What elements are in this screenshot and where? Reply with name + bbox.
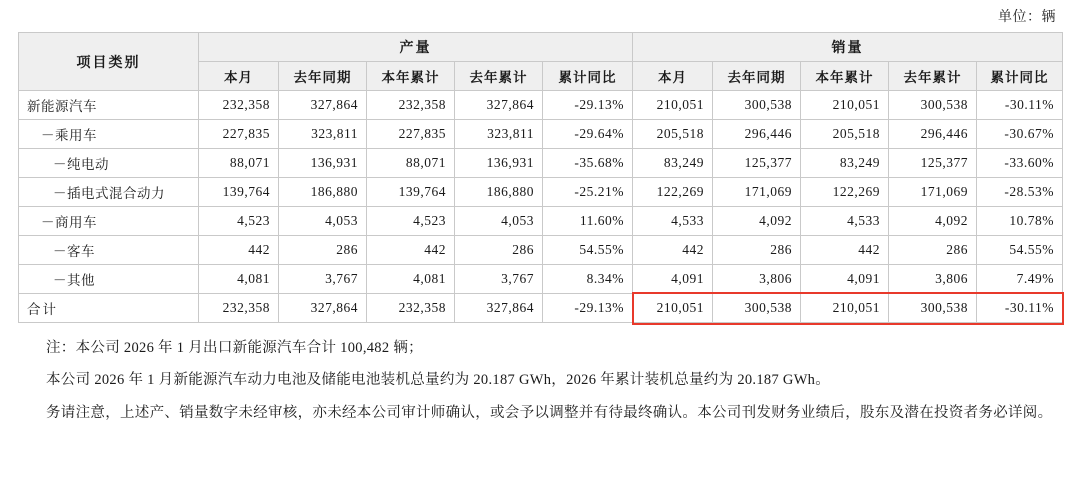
cell-total-production-1: 327,864 — [279, 294, 367, 323]
cell-sales-1-2: 205,518 — [801, 120, 889, 149]
row-label: 新能源汽车 — [19, 91, 199, 120]
col-production-yoy: 累计同比 — [543, 62, 633, 91]
row-label: －乘用车 — [19, 120, 199, 149]
cell-sales-1-0: 205,518 — [633, 120, 713, 149]
footnotes — [18, 337, 1062, 424]
cell-sales-5-1: 286 — [713, 236, 801, 265]
cell-production-0-1: 327,864 — [279, 91, 367, 120]
cell-production-1-4: -29.64% — [543, 120, 633, 149]
cell-production-6-4: 8.34% — [543, 265, 633, 294]
cell-sales-3-1: 171,069 — [713, 178, 801, 207]
footnote-export: 注：本公司 2026 年 1 月出口新能源汽车合计 100,482 辆； — [46, 340, 423, 356]
table-row — [19, 120, 1063, 149]
footnote-disclaimer: 务请注意，上述产、销量数字未经审核，亦未经本公司审计师确认，或会予以调整并有待最终确认。本公司刊发财务业绩后，股东及潜在投资者务必详阅。 — [46, 404, 1053, 421]
production-sales-table — [18, 32, 1063, 323]
cell-sales-1-1: 296,446 — [713, 120, 801, 149]
table-row — [19, 236, 1063, 265]
cell-production-3-1: 186,880 — [279, 178, 367, 207]
cell-sales-2-0: 83,249 — [633, 149, 713, 178]
cell-sales-6-4: 7.49% — [977, 265, 1063, 294]
table-row — [19, 178, 1063, 207]
cell-sales-5-4: 54.55% — [977, 236, 1063, 265]
row-label: －其他 — [19, 265, 199, 294]
cell-sales-6-1: 3,806 — [713, 265, 801, 294]
cell-production-1-3: 323,811 — [455, 120, 543, 149]
total-row-label: 合计 — [19, 294, 199, 323]
cell-production-6-0: 4,081 — [199, 265, 279, 294]
table-row — [19, 91, 1063, 120]
cell-production-0-2: 232,358 — [367, 91, 455, 120]
cell-production-2-1: 136,931 — [279, 149, 367, 178]
col-sales-ytd: 本年累计 — [801, 62, 889, 91]
cell-production-1-0: 227,835 — [199, 120, 279, 149]
cell-production-1-1: 323,811 — [279, 120, 367, 149]
cell-production-2-0: 88,071 — [199, 149, 279, 178]
cell-total-production-3: 327,864 — [455, 294, 543, 323]
cell-sales-0-4: -30.11% — [977, 91, 1063, 120]
footnote-battery: 本公司 2026 年 1 月新能源汽车动力电池及储能电池装机总量约为 20.187 GWh，2026 年累计装机总量约为 20.187 GWh。 — [46, 372, 831, 389]
cell-production-4-3: 4,053 — [455, 207, 543, 236]
cell-production-6-3: 3,767 — [455, 265, 543, 294]
cell-production-3-0: 139,764 — [199, 178, 279, 207]
col-sales-this-month: 本月 — [633, 62, 713, 91]
cell-production-3-3: 186,880 — [455, 178, 543, 207]
cell-sales-2-1: 125,377 — [713, 149, 801, 178]
cell-production-2-3: 136,931 — [455, 149, 543, 178]
cell-production-4-1: 4,053 — [279, 207, 367, 236]
cell-sales-6-2: 4,091 — [801, 265, 889, 294]
cell-sales-0-3: 300,538 — [889, 91, 977, 120]
row-label: －插电式混合动力 — [19, 178, 199, 207]
cell-production-1-2: 227,835 — [367, 120, 455, 149]
cell-total-production-2: 232,358 — [367, 294, 455, 323]
cell-sales-5-3: 286 — [889, 236, 977, 265]
cell-sales-4-1: 4,092 — [713, 207, 801, 236]
table-row — [19, 149, 1063, 178]
cell-production-5-1: 286 — [279, 236, 367, 265]
col-sales-ytd-last-year: 去年累计 — [889, 62, 977, 91]
cell-total-production-0: 232,358 — [199, 294, 279, 323]
cell-total-sales-4: -30.11% — [977, 294, 1063, 323]
col-production-ytd: 本年累计 — [367, 62, 455, 91]
table-row — [19, 265, 1063, 294]
cell-sales-1-4: -30.67% — [977, 120, 1063, 149]
group-header-production: 产量 — [199, 33, 633, 62]
cell-sales-2-2: 83,249 — [801, 149, 889, 178]
cell-production-4-4: 11.60% — [543, 207, 633, 236]
cell-sales-0-1: 300,538 — [713, 91, 801, 120]
cell-production-0-3: 327,864 — [455, 91, 543, 120]
cell-production-2-2: 88,071 — [367, 149, 455, 178]
cell-sales-4-4: 10.78% — [977, 207, 1063, 236]
cell-production-4-0: 4,523 — [199, 207, 279, 236]
cell-production-3-2: 139,764 — [367, 178, 455, 207]
row-label: －客车 — [19, 236, 199, 265]
cell-production-3-4: -25.21% — [543, 178, 633, 207]
cell-production-4-2: 4,523 — [367, 207, 455, 236]
cell-production-5-2: 442 — [367, 236, 455, 265]
col-sales-same-period-last-year: 去年同期 — [713, 62, 801, 91]
cell-sales-3-3: 171,069 — [889, 178, 977, 207]
cell-production-5-0: 442 — [199, 236, 279, 265]
row-header-label: 项目类别 — [19, 33, 199, 91]
cell-sales-1-3: 296,446 — [889, 120, 977, 149]
cell-production-6-1: 3,767 — [279, 265, 367, 294]
cell-total-production-4: -29.13% — [543, 294, 633, 323]
cell-total-sales-2: 210,051 — [801, 294, 889, 323]
cell-sales-6-3: 3,806 — [889, 265, 977, 294]
col-production-same-period-last-year: 去年同期 — [279, 62, 367, 91]
cell-total-sales-0: 210,051 — [633, 294, 713, 323]
cell-total-sales-1: 300,538 — [713, 294, 801, 323]
table-row — [19, 207, 1063, 236]
cell-production-5-4: 54.55% — [543, 236, 633, 265]
col-production-this-month: 本月 — [199, 62, 279, 91]
cell-sales-4-2: 4,533 — [801, 207, 889, 236]
group-header-sales: 销量 — [633, 33, 1063, 62]
cell-production-0-0: 232,358 — [199, 91, 279, 120]
cell-sales-4-3: 4,092 — [889, 207, 977, 236]
cell-sales-0-2: 210,051 — [801, 91, 889, 120]
unit-note: 单位：辆 — [998, 10, 1056, 25]
cell-production-5-3: 286 — [455, 236, 543, 265]
cell-sales-6-0: 4,091 — [633, 265, 713, 294]
col-sales-yoy: 累计同比 — [977, 62, 1063, 91]
table-group-header-row — [19, 33, 1063, 62]
cell-sales-3-4: -28.53% — [977, 178, 1063, 207]
cell-sales-2-3: 125,377 — [889, 149, 977, 178]
cell-total-sales-3: 300,538 — [889, 294, 977, 323]
cell-production-6-2: 4,081 — [367, 265, 455, 294]
cell-sales-2-4: -33.60% — [977, 149, 1063, 178]
table-total-row — [19, 294, 1063, 323]
cell-sales-0-0: 210,051 — [633, 91, 713, 120]
cell-sales-5-0: 442 — [633, 236, 713, 265]
cell-production-2-4: -35.68% — [543, 149, 633, 178]
cell-sales-5-2: 442 — [801, 236, 889, 265]
cell-production-0-4: -29.13% — [543, 91, 633, 120]
row-label: －纯电动 — [19, 149, 199, 178]
cell-sales-3-0: 122,269 — [633, 178, 713, 207]
col-production-ytd-last-year: 去年累计 — [455, 62, 543, 91]
cell-sales-4-0: 4,533 — [633, 207, 713, 236]
row-label: －商用车 — [19, 207, 199, 236]
cell-sales-3-2: 122,269 — [801, 178, 889, 207]
